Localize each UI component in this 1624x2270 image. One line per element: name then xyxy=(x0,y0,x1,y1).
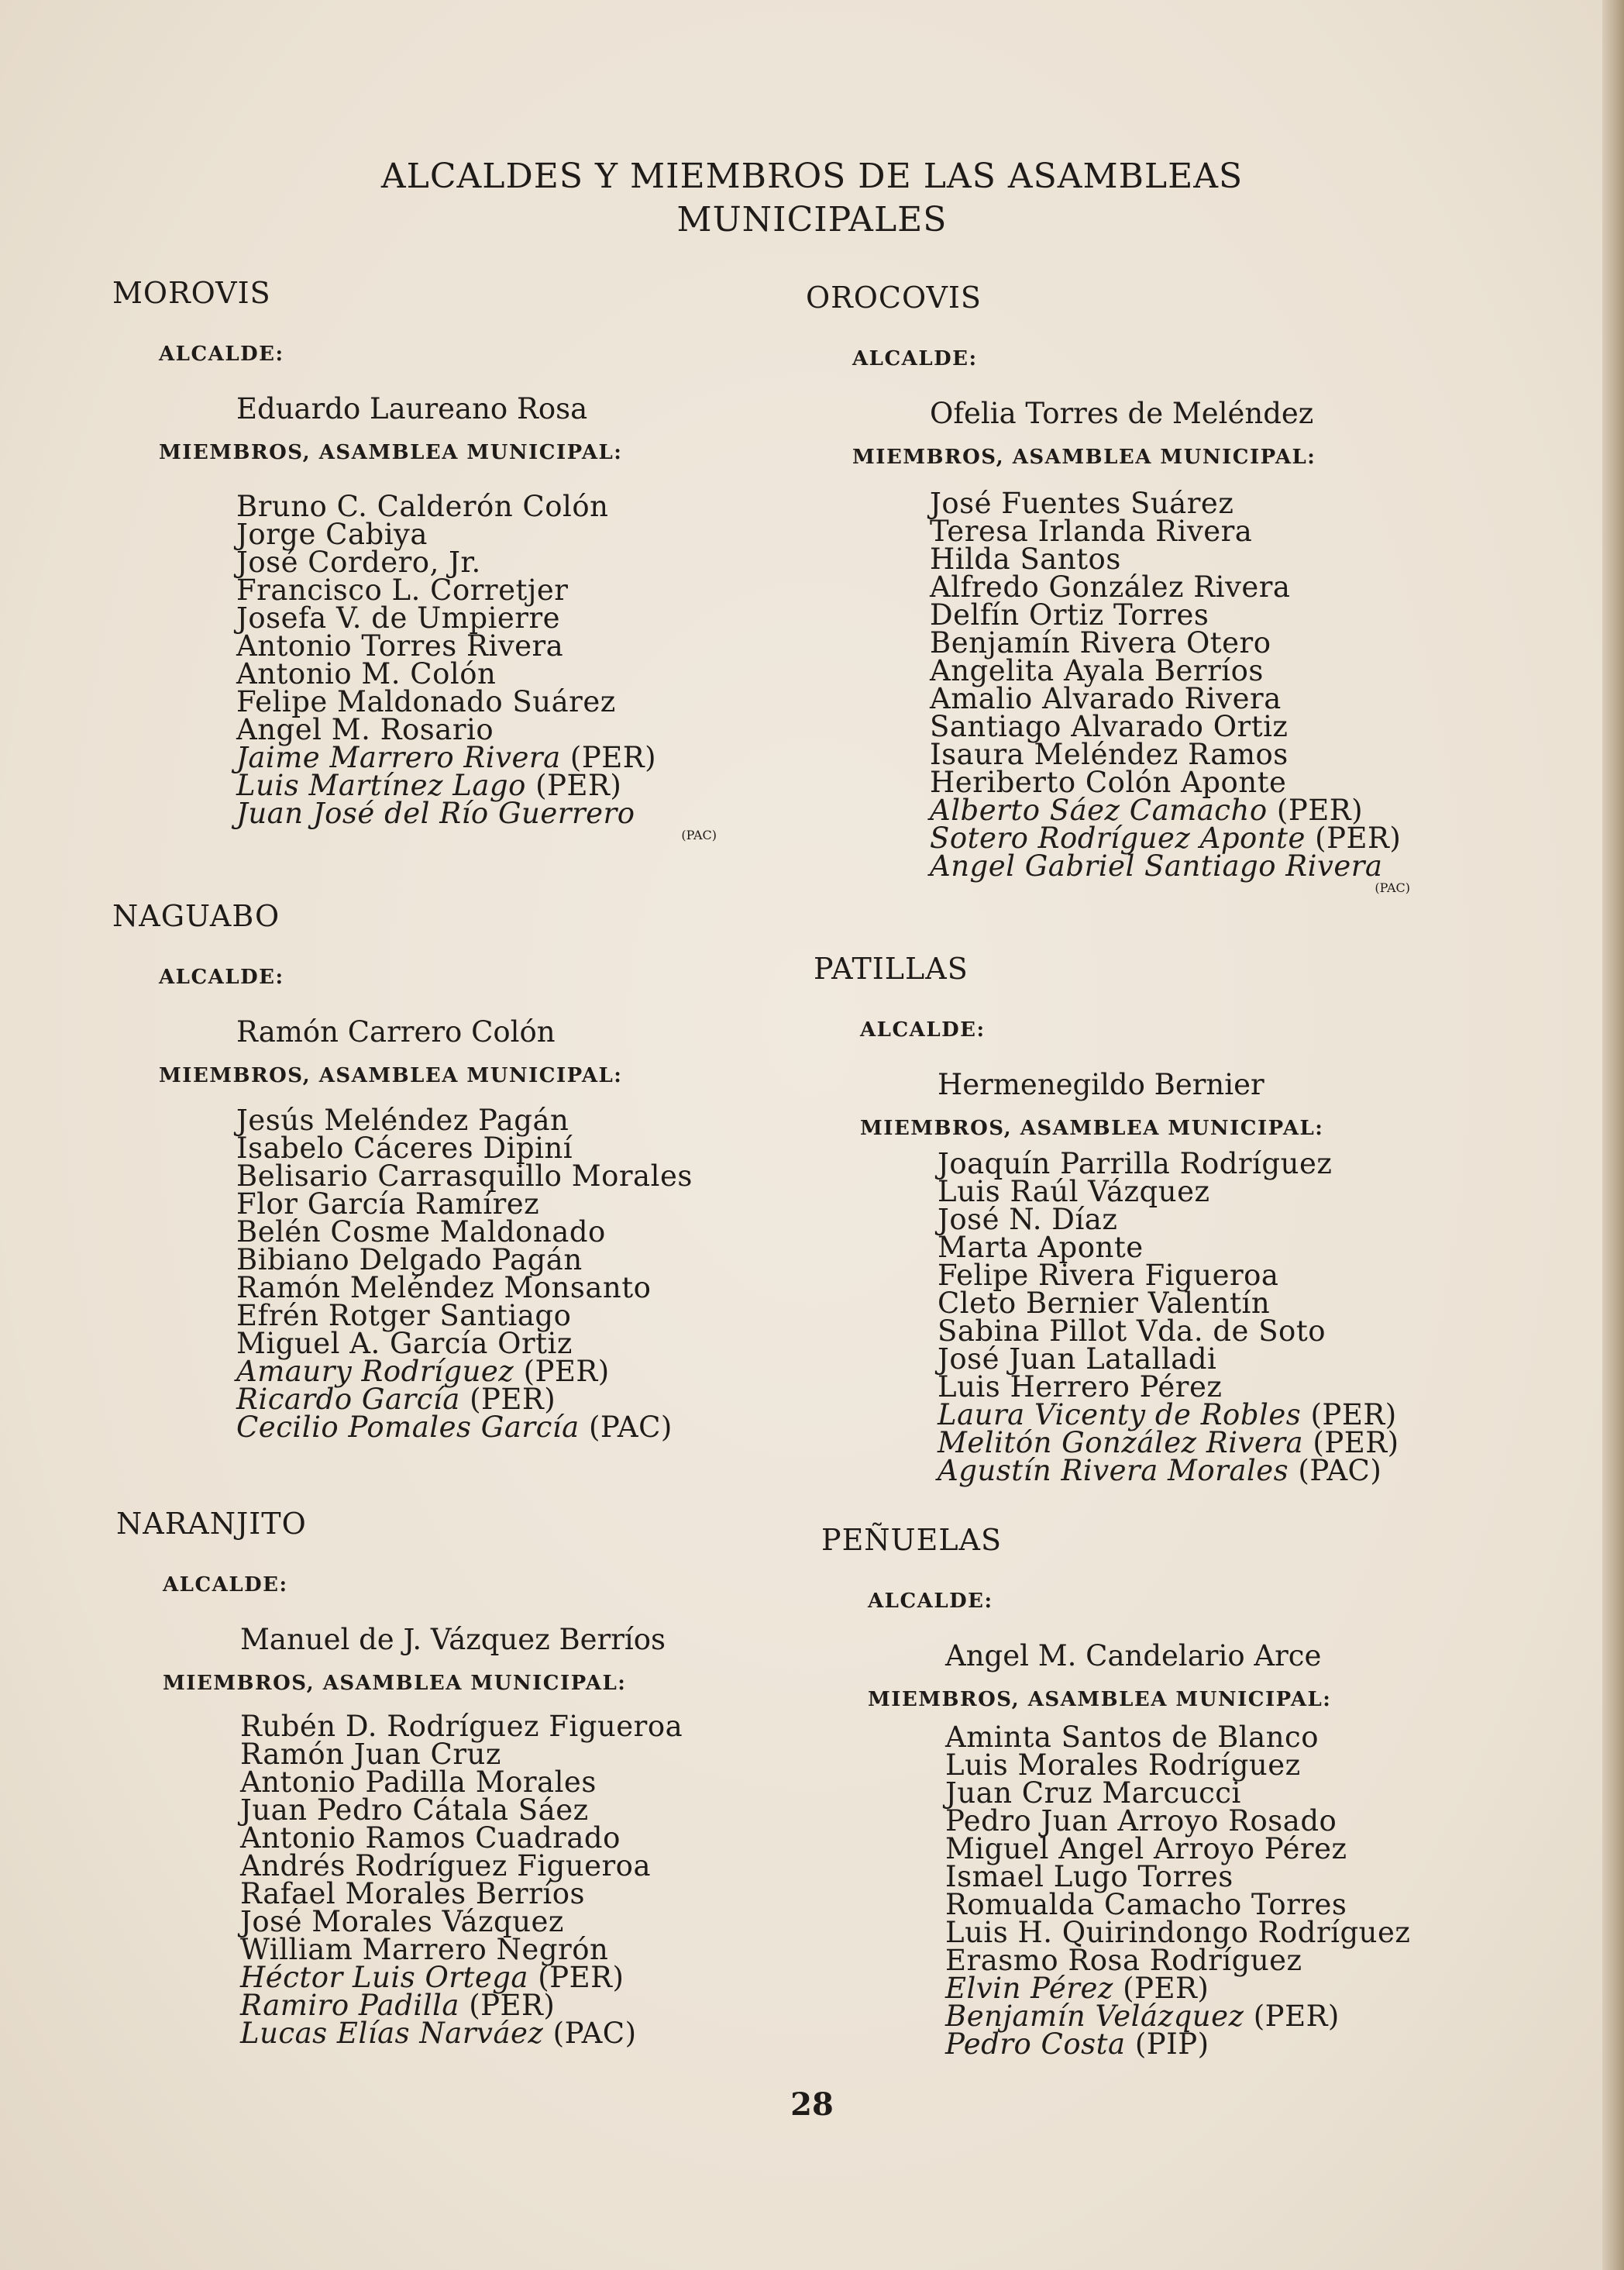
alcalde-name: Ramón Carrero Colón xyxy=(236,1015,556,1049)
member-name: Amaury Rodríguez xyxy=(236,1355,514,1388)
member-name: Joaquín Parrilla Rodríguez xyxy=(938,1147,1333,1180)
member-party: (PAC) xyxy=(588,1411,673,1444)
member-row xyxy=(236,1383,693,1416)
member-name: Romualda Camacho Torres xyxy=(945,1888,1347,1921)
member-name: Alberto Sáez Camacho xyxy=(930,794,1268,827)
member-name: Ramiro Padilla xyxy=(240,1989,459,2022)
member-party: (PER) xyxy=(538,1961,624,1994)
member-name: Rubén D. Rodríguez Figueroa xyxy=(240,1710,683,1743)
member-row xyxy=(240,1765,683,1799)
alcalde-name: Ofelia Torres de Meléndez xyxy=(930,397,1314,430)
member-name: Efrén Rotger Santiago xyxy=(236,1299,572,1332)
member-name: Jorge Cabiya xyxy=(236,518,428,551)
member-row xyxy=(236,741,724,774)
member-row xyxy=(236,1327,693,1360)
member-name: Luis Raúl Vázquez xyxy=(938,1175,1210,1208)
member-row xyxy=(930,822,1418,855)
member-name: Erasmo Rosa Rodríguez xyxy=(945,1944,1302,1977)
member-name: Luis H. Quirindongo Rodríguez xyxy=(945,1916,1411,1949)
member-name: Antonio Ramos Cuadrado xyxy=(240,1821,621,1855)
member-name: Ramón Juan Cruz xyxy=(240,1738,501,1771)
member-row xyxy=(236,1411,693,1444)
member-row xyxy=(938,1398,1399,1431)
member-row xyxy=(240,2017,683,2050)
member-row xyxy=(930,598,1418,632)
member-name: Lucas Elías Narváez xyxy=(240,2017,544,2050)
municipality-section xyxy=(112,276,779,842)
alcalde-label: ALCALDE: xyxy=(868,1590,993,1613)
member-row xyxy=(236,1132,693,1165)
member-row xyxy=(945,1888,1410,1921)
member-name: Amalio Alvarado Rivera xyxy=(930,682,1282,715)
member-name: Santiago Alvarado Ortiz xyxy=(930,710,1289,743)
member-name: Héctor Luis Ortega xyxy=(240,1961,528,1994)
member-row xyxy=(930,626,1418,660)
member-name: Heriberto Colón Aponte xyxy=(930,766,1287,799)
member-name: José Morales Vázquez xyxy=(240,1905,564,1938)
member-name: Benjamín Rivera Otero xyxy=(930,626,1271,660)
member-row xyxy=(236,546,724,579)
member-row xyxy=(945,1944,1410,1977)
member-party: (PER) xyxy=(1123,1972,1209,2005)
member-row xyxy=(945,1721,1410,1754)
member-name: Agustín Rivera Morales xyxy=(938,1454,1289,1487)
member-name: Pedro Costa xyxy=(945,2027,1126,2061)
member-name: Miguel A. García Ortiz xyxy=(236,1327,573,1360)
member-row xyxy=(236,713,724,746)
member-name: Josefa V. de Umpierre xyxy=(236,601,561,635)
member-name: Juan Cruz Marcucci xyxy=(945,1776,1241,1810)
member-name: Delfín Ortiz Torres xyxy=(930,598,1209,632)
member-name: Sabina Pillot Vda. de Soto xyxy=(938,1314,1326,1348)
member-row xyxy=(236,574,724,607)
member-row xyxy=(930,766,1418,799)
member-row xyxy=(930,849,1418,883)
member-name: Ramón Meléndez Monsanto xyxy=(236,1271,652,1304)
member-row xyxy=(930,794,1418,827)
member-name: Teresa Irlanda Rivera xyxy=(930,515,1253,548)
member-row xyxy=(236,490,724,523)
member-row xyxy=(240,1989,683,2022)
member-party: (PAC) xyxy=(1298,1454,1382,1487)
member-row xyxy=(945,1832,1410,1865)
member-row xyxy=(945,1916,1411,1949)
member-row xyxy=(930,515,1418,548)
alcalde-label: ALCALDE: xyxy=(163,1573,288,1597)
member-name: Andrés Rodríguez Figueroa xyxy=(240,1849,652,1882)
member-name: Felipe Rivera Figueroa xyxy=(938,1259,1279,1292)
member-name: Miguel Angel Arroyo Pérez xyxy=(945,1832,1347,1865)
member-party: (PER) xyxy=(569,741,657,774)
municipality-section xyxy=(806,281,1472,895)
member-row xyxy=(930,654,1418,687)
member-party: (PER) xyxy=(1276,794,1364,827)
member-name: José Fuentes Suárez xyxy=(930,487,1234,520)
miembros-label: MIEMBROS, ASAMBLEA MUNICIPAL: xyxy=(163,1672,627,1695)
member-name: Bibiano Delgado Pagán xyxy=(236,1243,583,1276)
member-row xyxy=(236,601,724,635)
member-row xyxy=(938,1259,1399,1292)
municipality-name: MOROVIS xyxy=(112,276,271,310)
member-name: Flor García Ramírez xyxy=(236,1187,540,1221)
alcalde-label: ALCALDE: xyxy=(159,966,284,989)
member-name: Luis Martínez Lago xyxy=(236,769,526,802)
title-line-1: ALCALDES Y MIEMBROS DE LAS ASAMBLEAS xyxy=(380,157,1244,196)
member-row xyxy=(930,738,1418,771)
member-row xyxy=(236,1187,693,1221)
member-row xyxy=(945,2027,1410,2061)
alcalde-name: Angel M. Candelario Arce xyxy=(945,1639,1322,1672)
member-name: Alfredo González Rivera xyxy=(930,570,1291,604)
member-name: Belisario Carrasquillo Morales xyxy=(236,1159,693,1193)
municipality-section xyxy=(112,899,779,1444)
member-row xyxy=(938,1175,1399,1208)
member-row xyxy=(236,1271,693,1304)
municipality-name: PEÑUELAS xyxy=(821,1523,1003,1557)
member-name: Ismael Lugo Torres xyxy=(945,1860,1233,1893)
miembros-label: MIEMBROS, ASAMBLEA MUNICIPAL: xyxy=(868,1688,1332,1711)
alcalde-label: ALCALDE: xyxy=(159,343,284,366)
member-party: (PER) xyxy=(523,1355,610,1388)
member-name: Belén Cosme Maldonado xyxy=(236,1215,606,1249)
member-row xyxy=(938,1287,1399,1320)
member-name: Felipe Maldonado Suárez xyxy=(236,685,616,718)
member-name: Laura Vicenty de Robles xyxy=(938,1398,1302,1431)
alcalde-name: Hermenegildo Bernier xyxy=(938,1068,1264,1101)
member-name: Angel Gabriel Santiago Rivera xyxy=(930,849,1383,883)
member-party: (PER) xyxy=(470,1383,556,1416)
miembros-label: MIEMBROS, ASAMBLEA MUNICIPAL: xyxy=(159,441,623,464)
page-binding-edge xyxy=(1602,0,1624,2270)
municipality-name: NAGUABO xyxy=(112,899,280,933)
member-name: Jaime Marrero Rivera xyxy=(236,741,561,774)
member-name: Hilda Santos xyxy=(930,543,1121,576)
member-name: Bruno C. Calderón Colón xyxy=(236,490,609,523)
members-list xyxy=(930,487,1418,895)
member-name: Pedro Juan Arroyo Rosado xyxy=(945,1804,1337,1838)
member-name: Marta Aponte xyxy=(938,1231,1144,1264)
member-row xyxy=(945,1972,1410,2005)
miembros-label: MIEMBROS, ASAMBLEA MUNICIPAL: xyxy=(159,1064,623,1087)
member-row xyxy=(240,1961,683,1994)
member-row xyxy=(945,1748,1410,1782)
member-row xyxy=(236,1243,693,1276)
member-party: (PAC) xyxy=(1375,880,1410,895)
member-row xyxy=(930,682,1418,715)
member-name: Francisco L. Corretjer xyxy=(236,574,569,607)
member-row xyxy=(236,657,724,691)
alcalde-name: Eduardo Laureano Rosa xyxy=(236,392,588,425)
member-row xyxy=(236,1215,693,1249)
member-row xyxy=(938,1203,1399,1236)
member-party: (PAC) xyxy=(681,828,717,842)
member-row xyxy=(236,1355,693,1388)
member-name: Juan Pedro Cátala Sáez xyxy=(240,1793,589,1827)
member-name: Melitón González Rivera xyxy=(938,1426,1304,1459)
member-name: Luis Herrero Pérez xyxy=(938,1370,1223,1404)
member-row xyxy=(945,2000,1410,2033)
member-row xyxy=(938,1342,1399,1376)
member-row xyxy=(236,797,724,830)
municipality-section xyxy=(814,952,1480,1487)
member-row xyxy=(236,518,724,551)
municipality-name: NARANJITO xyxy=(116,1507,307,1541)
member-row xyxy=(930,487,1418,520)
member-row xyxy=(945,1776,1410,1810)
member-name: José Juan Latalladi xyxy=(938,1342,1217,1376)
member-row xyxy=(240,1877,683,1910)
member-row xyxy=(938,1147,1399,1180)
page-number: 28 xyxy=(790,2086,834,2123)
member-row xyxy=(938,1314,1399,1348)
member-row xyxy=(236,1159,693,1193)
member-row xyxy=(240,1821,683,1855)
member-party: (PER) xyxy=(1310,1398,1397,1431)
member-name: Cecilio Pomales García xyxy=(236,1411,580,1444)
member-name: José N. Díaz xyxy=(938,1203,1118,1236)
member-name: William Marrero Negrón xyxy=(240,1933,609,1966)
member-row xyxy=(236,629,724,663)
member-row xyxy=(240,1933,683,1966)
miembros-label: MIEMBROS, ASAMBLEA MUNICIPAL: xyxy=(860,1117,1324,1140)
member-party: (PER) xyxy=(469,1989,556,2022)
member-party: (PER) xyxy=(1253,2000,1340,2033)
member-row xyxy=(236,769,724,802)
member-row xyxy=(938,1231,1399,1264)
member-row xyxy=(930,710,1418,743)
title-line-2: MUNICIPALES xyxy=(676,200,948,239)
member-row xyxy=(938,1370,1399,1404)
member-name: Antonio Torres Rivera xyxy=(236,629,564,663)
member-name: Aminta Santos de Blanco xyxy=(945,1721,1320,1754)
alcalde-label: ALCALDE: xyxy=(852,347,978,370)
member-row xyxy=(938,1454,1399,1487)
member-name: Isabelo Cáceres Dipiní xyxy=(236,1132,573,1165)
member-row xyxy=(938,1426,1399,1459)
member-party: (PIP) xyxy=(1134,2027,1209,2061)
member-row xyxy=(240,1793,683,1827)
member-party: (PER) xyxy=(535,769,622,802)
page-title xyxy=(0,155,1624,242)
member-row xyxy=(236,1104,693,1137)
member-name: Luis Morales Rodríguez xyxy=(945,1748,1301,1782)
member-name: Elvin Pérez xyxy=(945,1972,1113,2005)
member-row xyxy=(236,685,724,718)
alcalde-label: ALCALDE: xyxy=(860,1018,986,1042)
member-name: Angelita Ayala Berríos xyxy=(930,654,1264,687)
member-row xyxy=(945,1860,1410,1893)
member-row xyxy=(236,1299,693,1332)
member-name: Juan José del Río Guerrero xyxy=(236,797,635,830)
municipality-name: OROCOVIS xyxy=(806,281,982,315)
member-party: (PER) xyxy=(1315,822,1402,855)
miembros-label: MIEMBROS, ASAMBLEA MUNICIPAL: xyxy=(852,446,1316,469)
municipality-section xyxy=(821,1523,1488,2061)
member-row xyxy=(930,570,1418,604)
member-name: Antonio Padilla Morales xyxy=(240,1765,597,1799)
member-name: Benjamín Velázquez xyxy=(945,2000,1244,2033)
member-party: (PER) xyxy=(1313,1426,1399,1459)
members-list xyxy=(236,490,724,842)
member-name: Cleto Bernier Valentín xyxy=(938,1287,1271,1320)
members-list xyxy=(236,1104,693,1444)
member-name: Isaura Meléndez Ramos xyxy=(930,738,1289,771)
member-name: José Cordero, Jr. xyxy=(236,546,481,579)
member-name: Ricardo García xyxy=(236,1383,460,1416)
alcalde-name: Manuel de J. Vázquez Berríos xyxy=(240,1623,666,1656)
member-name: Jesús Meléndez Pagán xyxy=(236,1104,569,1137)
members-list xyxy=(240,1710,683,2050)
member-row xyxy=(240,1710,683,1743)
member-row xyxy=(240,1849,683,1882)
member-name: Angel M. Rosario xyxy=(236,713,494,746)
member-party: (PAC) xyxy=(552,2017,637,2050)
member-row xyxy=(240,1905,683,1938)
member-row xyxy=(945,1804,1410,1838)
member-row xyxy=(930,543,1418,576)
municipality-section xyxy=(116,1507,783,2050)
members-list xyxy=(938,1147,1399,1487)
municipality-name: PATILLAS xyxy=(814,952,969,986)
member-name: Sotero Rodríguez Aponte xyxy=(930,822,1306,855)
member-name: Rafael Morales Berríos xyxy=(240,1877,585,1910)
members-list xyxy=(945,1721,1411,2061)
member-row xyxy=(240,1738,683,1771)
member-name: Antonio M. Colón xyxy=(236,657,497,691)
